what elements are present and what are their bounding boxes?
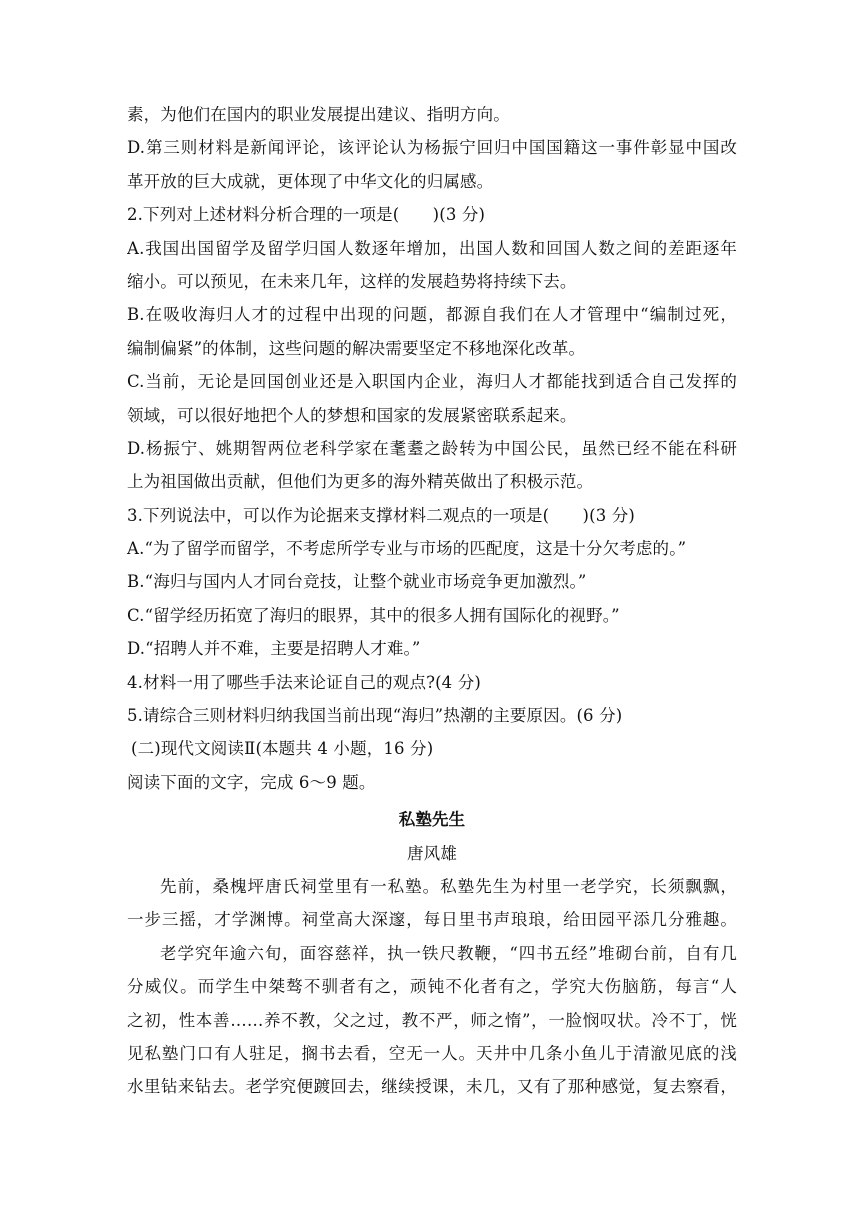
story-title: 私塾先生 (398, 810, 466, 830)
question-3: 3.下列说法中，可以作为论据来支撑材料二观点的一项是( )(3 分) (127, 505, 635, 525)
option-d: D.杨振宁、姚期智两位老科学家在耄耋之龄转为中国公民，虽然已经不能在科研 (127, 438, 737, 458)
reading-instruction: 阅读下面的文字，完成 6～9 题。 (127, 772, 376, 792)
text-line: 缩小。可以预见，在未来几年，这样的发展趋势将持续下去。 (127, 271, 577, 291)
question-2: 2.下列对上述材料分析合理的一项是( )(3 分) (127, 205, 486, 225)
section-heading: (二)现代文阅读Ⅱ(本题共 4 小题，16 分) (131, 739, 434, 759)
text-line: 革开放的巨大成就，更体现了中华文化的归属感。 (127, 171, 494, 191)
story-paragraph-line: 水里钻来钻去。老学究便踱回去，继续授课，未几，又有了那种感觉，复去察看， (127, 1077, 737, 1097)
story-paragraph-line: 先前，桑槐坪唐氏祠堂里有一私塾。私塾先生为村里一老学究，长须飘飘， (160, 876, 737, 896)
option-c: C.当前，无论是回国创业还是入职国内企业，海归人才都能找到适合自己发挥的 (127, 372, 737, 392)
option-a: A.“为了留学而留学，不考虑所学专业与市场的匹配度，这是十分欠考虑的。” (127, 539, 687, 559)
story-paragraph-line: 分威仪。而学生中桀骜不驯者有之，顽钝不化者有之，学究大伤脑筋，每言“人 (127, 977, 737, 997)
document-page (127, 98, 737, 1104)
story-author: 唐风雄 (407, 843, 457, 863)
story-paragraph-line: 老学究年逾六旬，面容慈祥，执一铁尺教鞭，“四书五经”堆砌台前，自有几 (160, 943, 737, 963)
question-4: 4.材料一用了哪些手法来论证自己的观点?(4 分) (127, 672, 481, 692)
question-5: 5.请综合三则材料归纳我国当前出现“海归”热潮的主要原因。(6 分) (127, 706, 623, 726)
text-line: 上为祖国做出贡献，但他们为更多的海外精英做出了积极示范。 (127, 472, 594, 492)
text-line: 领域，可以很好地把个人的梦想和国家的发展紧密联系起来。 (127, 405, 577, 425)
option-a: A.我国出国留学及留学归国人数逐年增加，出国人数和回国人数之间的差距逐年 (127, 238, 737, 258)
text-line: 素，为他们在国内的职业发展提出建议、指明方向。 (127, 105, 510, 124)
option-d: D.“招聘人并不难，主要是招聘人才难。” (127, 639, 421, 659)
story-paragraph-line: 之初，性本善……养不教，父之过，教不严，师之惰”，一脸悯叹状。冷不丁，恍 (127, 1010, 737, 1030)
option-c: C.“留学经历拓宽了海归的眼界，其中的很多人拥有国际化的视野。” (127, 605, 620, 625)
text-line: D.第三则材料是新闻评论，该评论认为杨振宁回归中国国籍这一事件彰显中国改 (127, 138, 737, 158)
text-line: 编制偏紧”的体制，这些问题的解决需要坚定不移地深化改革。 (127, 338, 586, 358)
option-b: B.“海归与国内人才同台竞技，让整个就业市场竞争更加激烈。” (127, 572, 587, 592)
story-paragraph-line: 见私塾门口有人驻足，搁书去看，空无一人。天井中几条小鱼儿于清澈见底的浅 (127, 1043, 737, 1063)
story-paragraph-line: 一步三摇，才学渊博。祠堂高大深邃，每日里书声琅琅，给田园平添几分雅趣。 (127, 910, 737, 930)
option-b: B.在吸收海归人才的过程中出现的问题，都源自我们在人才管理中“编制过死， (127, 305, 737, 325)
